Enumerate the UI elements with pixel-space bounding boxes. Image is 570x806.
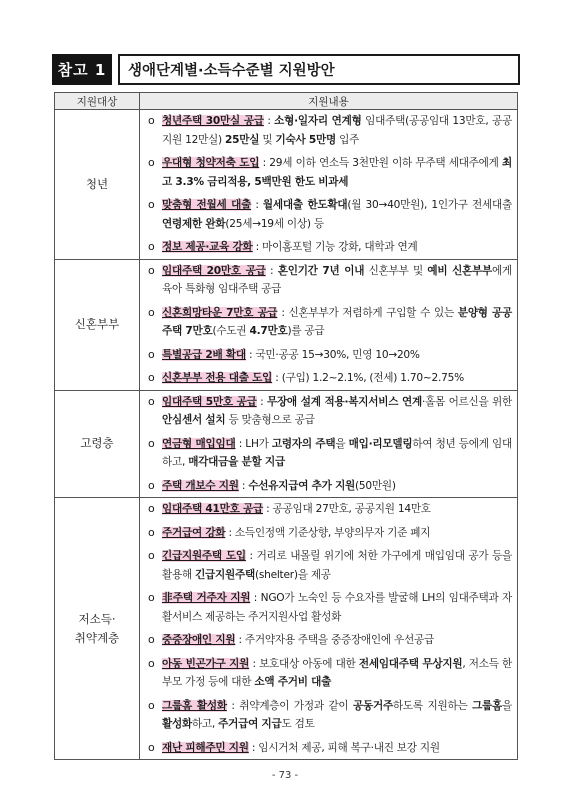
bullet-icon: o bbox=[148, 156, 155, 169]
item-text-segment: : (구입) 1.2~2.1%, (전세) 1.70~2.75% bbox=[272, 372, 464, 384]
item-text bbox=[162, 500, 512, 519]
list-item bbox=[148, 589, 512, 626]
item-emphasis: 수선유지급여 추가 지원 bbox=[248, 479, 356, 492]
support-table bbox=[54, 92, 518, 760]
bullet-icon: o bbox=[148, 525, 155, 539]
item-text bbox=[162, 346, 512, 365]
item-keyword: 非주택 거주자 지원 bbox=[162, 592, 251, 604]
item-emphasis: 25만실 bbox=[225, 133, 260, 146]
bullet-icon: o bbox=[148, 478, 155, 492]
bullet-icon: o bbox=[148, 656, 155, 670]
item-text-segment: : 29세 이하 연소득 3천만원 이하 무주택 세대주에게 bbox=[259, 157, 503, 169]
category-label: 청년 bbox=[85, 176, 109, 191]
item-emphasis: 소액 주거비 대출 bbox=[254, 676, 332, 688]
bullet-icon: o bbox=[148, 502, 155, 515]
item-emphasis: 안심센서 설치 bbox=[162, 414, 226, 426]
bullet-icon: o bbox=[148, 549, 155, 562]
item-text-segment: : 임시거처 제공, 피해 복구·내진 보강 지원 bbox=[248, 741, 440, 754]
item-emphasis: 긴급지원주택 bbox=[195, 568, 255, 581]
category-cell bbox=[55, 498, 140, 760]
content-cell bbox=[140, 110, 518, 260]
list-item bbox=[148, 238, 512, 257]
item-emphasis: 연령제한 완화 bbox=[162, 217, 226, 230]
item-keyword: 신혼희망타운 7만호 공급 bbox=[162, 306, 278, 319]
item-text-segment: 신혼부부 및 bbox=[364, 264, 428, 277]
item-text-segment: (50만원) bbox=[355, 479, 396, 492]
category-cell bbox=[55, 390, 140, 498]
bullet-icon: o bbox=[148, 263, 155, 277]
item-text-segment: : 마이홈포털 기능 강화, 대학과 연계 bbox=[252, 241, 418, 253]
item-text bbox=[162, 547, 512, 584]
list-item bbox=[148, 369, 512, 388]
item-text bbox=[162, 196, 512, 233]
item-text-segment: : 주거약자용 주택을 중증장애인에 우선공급 bbox=[235, 634, 434, 646]
item-text bbox=[162, 435, 512, 472]
item-keyword: 임대주택 5만호 공급 bbox=[162, 395, 257, 408]
item-text bbox=[162, 477, 512, 496]
bullet-icon: o bbox=[148, 371, 155, 384]
category-label-line: 저소득· bbox=[78, 611, 116, 626]
item-keyword: 중증장애인 지원 bbox=[162, 634, 236, 646]
item-emphasis: 최고 3.3% 금리적용, 5백만원 한도 비과세 bbox=[162, 157, 512, 188]
item-emphasis: 분양형 공공주택 7만호 bbox=[162, 306, 512, 337]
item-text-segment: : 취약계층이 가정과 같이 bbox=[226, 699, 354, 712]
list-item bbox=[148, 393, 512, 430]
item-keyword: 긴급지원주택 도입 bbox=[162, 550, 246, 562]
item-text-segment: 입주 bbox=[335, 133, 360, 146]
item-text bbox=[162, 589, 512, 626]
category-label-line: 취약계층 bbox=[74, 630, 120, 645]
item-text bbox=[162, 304, 512, 341]
table-row bbox=[55, 259, 518, 390]
bullet-icon: o bbox=[148, 633, 155, 646]
bullet-icon: o bbox=[148, 305, 155, 319]
item-keyword: 아동 빈곤가구 지원 bbox=[162, 657, 250, 670]
item-emphasis: 예비 신혼부부 bbox=[427, 264, 493, 277]
item-keyword: 신혼부부 전용 대출 도입 bbox=[162, 372, 273, 384]
table-row bbox=[55, 110, 518, 260]
list-item bbox=[148, 304, 512, 341]
table-body bbox=[55, 110, 518, 760]
item-text bbox=[162, 154, 512, 191]
item-text bbox=[162, 631, 512, 650]
item-text-segment: : bbox=[263, 115, 275, 127]
column-header-content: 지원내용 bbox=[140, 93, 518, 110]
item-keyword: 주택 개보수 지원 bbox=[162, 479, 239, 492]
content-cell bbox=[140, 259, 518, 390]
list-item bbox=[148, 154, 512, 191]
item-text-segment: 하고, bbox=[191, 718, 219, 730]
list-item bbox=[148, 477, 512, 496]
item-emphasis: 그룹홈 bbox=[472, 699, 503, 712]
item-text-segment: : 국민·공공 15→30%, 민영 10→20% bbox=[245, 348, 420, 361]
list-item bbox=[148, 655, 512, 692]
table-row bbox=[55, 390, 518, 498]
item-text bbox=[162, 112, 512, 149]
item-keyword: 재난 피해주민 지원 bbox=[162, 741, 249, 754]
item-keyword: 주거급여 강화 bbox=[162, 526, 226, 539]
item-text-segment: : LH가 bbox=[235, 437, 272, 450]
item-text-segment: (월 30→40만원), 1인가구 전세대출 bbox=[347, 199, 512, 211]
item-emphasis: 매입·리모델링 bbox=[348, 437, 413, 450]
item-emphasis: 소형·일자리 연계형 bbox=[274, 115, 362, 127]
item-text-segment: (25세→19세 이상) 등 bbox=[225, 217, 324, 230]
list-item bbox=[148, 262, 512, 299]
list-item bbox=[148, 112, 512, 149]
item-text bbox=[162, 697, 512, 734]
page-title: 생애단계별·소득수준별 지원방안 bbox=[118, 54, 520, 85]
category-label: 신혼부부 bbox=[74, 317, 120, 331]
category-label: 고령층 bbox=[80, 436, 114, 451]
bullet-icon: o bbox=[148, 740, 155, 754]
item-text-segment: (shelter)을 제공 bbox=[254, 568, 331, 581]
item-text bbox=[162, 262, 512, 299]
item-keyword: 임대주택 41만호 공급 bbox=[162, 503, 263, 515]
item-text-segment: : 보호대상 아동에 대한 bbox=[249, 657, 359, 670]
list-item bbox=[148, 435, 512, 472]
item-text-segment: 도 검토 bbox=[281, 718, 315, 730]
item-text bbox=[162, 369, 512, 388]
bullet-icon: o bbox=[148, 114, 155, 127]
item-emphasis: 활성화 bbox=[162, 718, 192, 730]
column-header-category: 지원대상 bbox=[55, 93, 140, 110]
item-keyword: 특별공급 2배 확대 bbox=[162, 348, 246, 361]
item-text-segment: : 공공임대 27만호, 공공지원 14만호 bbox=[263, 503, 431, 515]
category-cell bbox=[55, 259, 140, 390]
item-keyword: 우대형 청약저축 도입 bbox=[162, 157, 260, 169]
item-text-segment: 을 bbox=[502, 699, 512, 712]
category-cell bbox=[55, 110, 140, 260]
bullet-icon: o bbox=[148, 436, 155, 450]
item-text-segment: : bbox=[265, 264, 278, 277]
item-emphasis: 고령자의 주택 bbox=[271, 437, 336, 450]
item-text-segment: , 저소득 한부모 가정 등에 대한 bbox=[162, 657, 512, 688]
item-keyword: 연금형 매입임대 bbox=[162, 437, 236, 450]
page-number: - 73 - bbox=[271, 770, 299, 781]
bullet-icon: o bbox=[148, 347, 155, 361]
list-item bbox=[148, 697, 512, 734]
reference-label: 참고 1 bbox=[52, 54, 112, 85]
item-text bbox=[162, 393, 512, 430]
item-text bbox=[162, 524, 512, 543]
item-text-segment: : 소득인정액 기준상향, 부양의무자 기준 폐지 bbox=[225, 526, 431, 539]
bullet-icon: o bbox=[148, 198, 155, 211]
item-emphasis: 월세대출 한도확대 bbox=[262, 199, 348, 211]
list-item bbox=[148, 739, 512, 758]
item-emphasis: 기숙사 5만명 bbox=[275, 133, 336, 146]
item-emphasis: 매각대금을 분할 지급 bbox=[188, 456, 285, 468]
item-text-segment: )를 공급 bbox=[287, 325, 325, 337]
item-emphasis: 공동거주 bbox=[353, 699, 393, 712]
item-text-segment: : bbox=[238, 479, 249, 492]
item-text bbox=[162, 655, 512, 692]
item-text bbox=[162, 739, 512, 758]
item-text-segment: : bbox=[256, 395, 267, 408]
item-keyword: 정보 제공·교육 강화 bbox=[162, 241, 253, 253]
item-emphasis: 4.7만호 bbox=[249, 325, 288, 337]
item-text-segment: : 신혼부부가 저렴하게 구입할 수 있는 bbox=[277, 306, 458, 319]
item-text-segment: 임대주택(공공임대 13만호, 공공지원 12만실) bbox=[162, 115, 512, 146]
item-text-segment: 하도록 지원하는 bbox=[392, 699, 473, 712]
list-item bbox=[148, 547, 512, 584]
item-emphasis: 전세임대주택 무상지원 bbox=[358, 657, 463, 670]
item-text-segment: 에게 육아 특화형 임대주택 공급 bbox=[162, 264, 512, 295]
item-keyword: 청년주택 30만실 공급 bbox=[162, 115, 264, 127]
item-emphasis: 혼인기간 7년 이내 bbox=[277, 264, 365, 277]
item-text-segment: 하여 청년 등에게 임대하고, bbox=[162, 437, 512, 468]
item-text bbox=[162, 238, 512, 257]
item-text-segment: 및 bbox=[259, 133, 276, 146]
content-cell bbox=[140, 390, 518, 498]
item-emphasis: 무장애 설계 적용·복지서비스 연계 bbox=[266, 395, 422, 408]
item-text-segment: : 거리로 내몰릴 위기에 처한 가구에게 매입임대 공가 등을 활용해 bbox=[162, 550, 512, 581]
item-text-segment: ·홀몸 어르신을 위한 bbox=[421, 395, 512, 408]
bullet-icon: o bbox=[148, 698, 155, 712]
list-item bbox=[148, 500, 512, 519]
item-emphasis: 주거급여 지급 bbox=[218, 718, 282, 730]
list-item bbox=[148, 196, 512, 233]
item-keyword: 그룹홈 활성화 bbox=[162, 699, 227, 712]
list-item bbox=[148, 631, 512, 650]
list-item bbox=[148, 346, 512, 365]
item-keyword: 임대주택 20만호 공급 bbox=[162, 264, 266, 277]
content-cell bbox=[140, 498, 518, 760]
item-text-segment: 을 bbox=[335, 437, 349, 450]
list-item bbox=[148, 524, 512, 543]
item-text-segment: (수도권 bbox=[212, 325, 250, 337]
item-text-segment: 등 맞춤형으로 공급 bbox=[225, 414, 315, 426]
item-text-segment: : NGO가 노숙인 등 수요자를 발굴해 LH의 임대주택과 자활서비스 제공하는 주거지원사업 활성화 bbox=[162, 592, 513, 623]
page-header bbox=[52, 54, 520, 85]
bullet-icon: o bbox=[148, 394, 155, 408]
item-keyword: 맞춤형 전월세 대출 bbox=[162, 199, 252, 211]
item-text-segment: : bbox=[251, 199, 263, 211]
bullet-icon: o bbox=[148, 591, 155, 604]
table-header-row bbox=[55, 93, 518, 110]
table-row bbox=[55, 498, 518, 760]
bullet-icon: o bbox=[148, 240, 155, 253]
